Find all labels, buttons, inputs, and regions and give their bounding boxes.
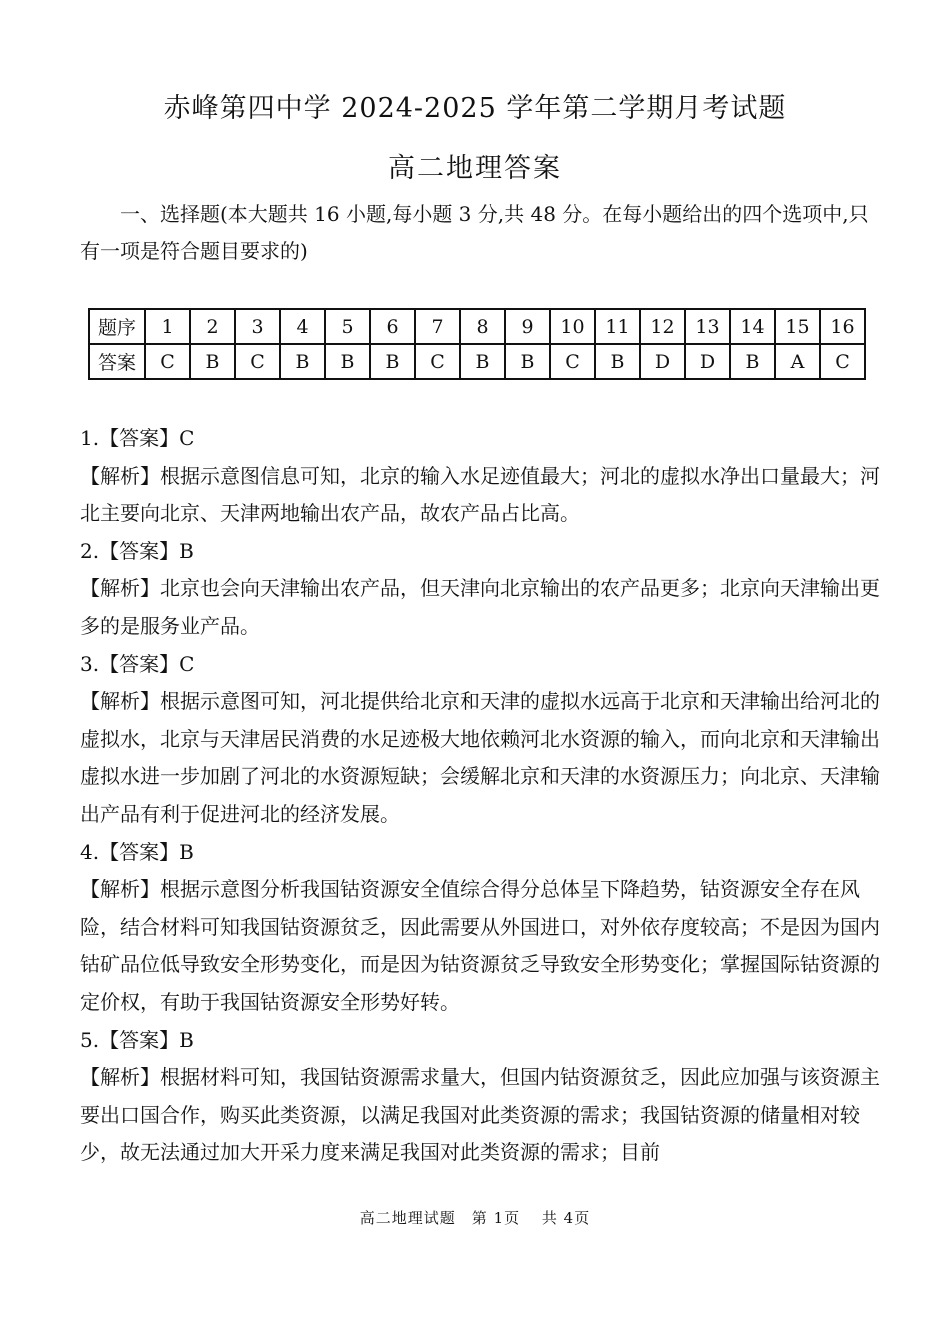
table-row-answers	[89, 344, 865, 379]
answer-line: 4.【答案】B	[80, 839, 194, 864]
answer-letter: C	[415, 344, 460, 379]
question-number: 1	[145, 309, 190, 344]
question-number: 13	[685, 309, 730, 344]
question-number: 7	[415, 309, 460, 344]
row-label-answer: 答案	[89, 344, 145, 379]
answer-letter: C	[550, 344, 595, 379]
row-label-number: 题序	[89, 309, 145, 344]
answer-line: 1.【答案】C	[80, 426, 195, 450]
answer-table	[88, 308, 866, 380]
question-number: 4	[280, 309, 325, 344]
analysis-paragraph: 【解析】根据材料可知，我国钴资源需求量大，但国内钴资源贫乏，因此应加强与该资源主要出口国合作，购买此类资源，以满足我国对此类资源的需求；我国钴资源的储量相对较少，故无法通过加大开采力度来满足我国对此类资源的需求；目前	[80, 1065, 880, 1165]
answer-letter: B	[370, 344, 415, 379]
question-number: 6	[370, 309, 415, 344]
question-number: 9	[505, 309, 550, 344]
question-number: 5	[325, 309, 370, 344]
answer-letter: B	[280, 344, 325, 379]
page-subtitle: 高二地理答案	[388, 153, 562, 184]
answer-letter: B	[730, 344, 775, 379]
page-footer: 高二地理试题 第 1页 共 4页	[359, 1209, 591, 1227]
page-title: 赤峰第四中学 2024-2025 学年第二学期月考试题	[163, 93, 787, 124]
answer-letter: A	[775, 344, 820, 379]
question-number: 11	[595, 309, 640, 344]
question-number: 15	[775, 309, 820, 344]
answer-letter: D	[640, 344, 685, 379]
question-number: 14	[730, 309, 775, 344]
answer-letter: D	[685, 344, 730, 379]
answer-letter: C	[820, 344, 865, 379]
answer-letter: B	[460, 344, 505, 379]
analysis-paragraph: 【解析】根据示意图分析我国钴资源安全值综合得分总体呈下降趋势，钴资源安全存在风险，结合材料可知我国钴资源贫乏，因此需要从外国进口，对外依存度较高；不是因为国内钴矿品位低导致安全形势变化，而是因为钴资源贫乏导致安全形势变化；掌握国际钴资源的定价权，有助于我国钴资源安全形势好转。	[80, 877, 880, 1014]
answer-line: 3.【答案】C	[80, 651, 195, 676]
table-row-numbers	[89, 309, 865, 344]
question-number: 10	[550, 309, 595, 344]
answer-letter: C	[235, 344, 280, 379]
question-number: 12	[640, 309, 685, 344]
answer-letter: B	[190, 344, 235, 379]
answer-letter: C	[145, 344, 190, 379]
answer-letter: B	[595, 344, 640, 379]
answer-letter: B	[505, 344, 550, 379]
question-number: 2	[190, 309, 235, 344]
analysis-paragraph: 【解析】根据示意图可知，河北提供给北京和天津的虚拟水远高于北京和天津输出给河北的虚拟水，北京与天津居民消费的水足迹极大地依赖河北水资源的输入，而向北京和天津输出虚拟水进一步加剧了河北的水资源短缺；会缓解北京和天津的水资源压力；向北京、天津输出产品有利于促进河北的经济发展。	[80, 689, 880, 826]
section-intro: 一、选择题(本大题共 16 小题,每小题 3 分,共 48 分。在每小题给出的四个选项中,只有一项是符合题目要求的)	[80, 202, 869, 263]
analysis-paragraph: 【解析】根据示意图信息可知，北京的输入水足迹值最大；河北的虚拟水净出口量最大；河北主要向北京、天津两地输出农产品，故农产品占比高。	[80, 463, 880, 526]
question-number: 8	[460, 309, 505, 344]
question-number: 16	[820, 309, 865, 344]
answer-line: 5.【答案】B	[80, 1027, 194, 1052]
answer-line: 2.【答案】B	[80, 538, 194, 563]
question-number: 3	[235, 309, 280, 344]
answer-letter: B	[325, 344, 370, 379]
answer-explanations	[80, 420, 880, 1172]
analysis-paragraph: 【解析】北京也会向天津输出农产品，但天津向北京输出的农产品更多；北京向天津输出更多的是服务业产品。	[80, 576, 880, 638]
